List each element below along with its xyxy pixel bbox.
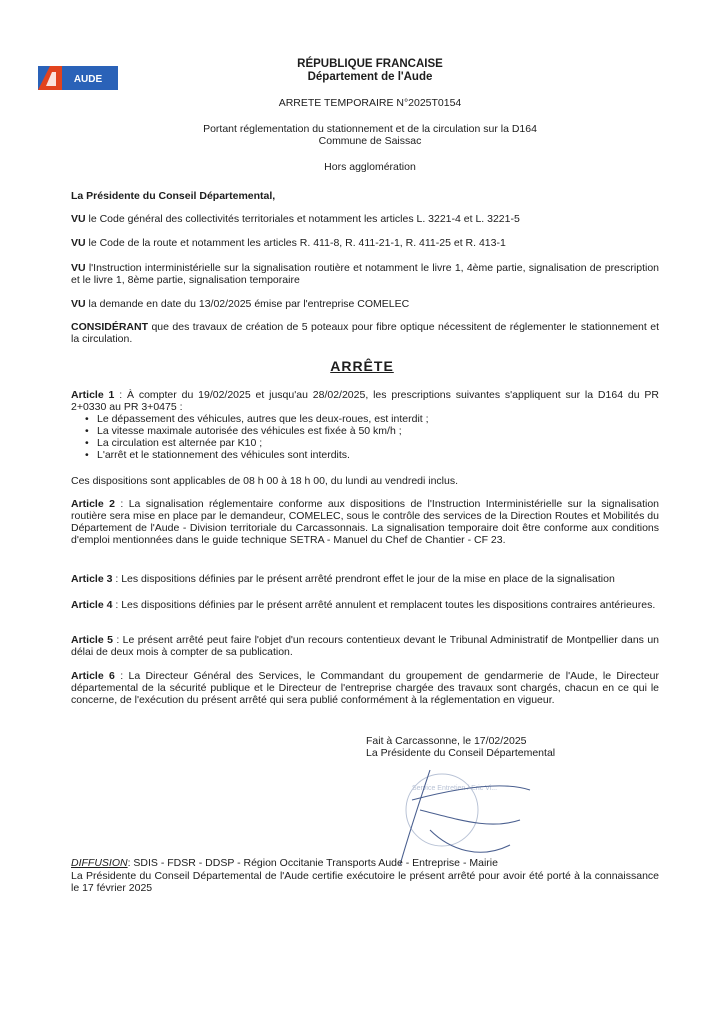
article-label: Article 4: [71, 599, 113, 611]
article-label: Article 5: [71, 634, 113, 646]
arrete-title: ARRÊTE: [330, 358, 394, 374]
article-text: : La signalisation réglementaire conforme aux dispositions de l'Instruction Interministérielle sur la signalisation routière sera mise en place par le demandeur, COMELEC, sous le contrôle des services de la Direction Routes et Mobilités du Département de l'Aude - Division territoriale du Carcassonnais. La signalisation temporaire doit être conforme aux conditions d'emploi mentionnées dans le guide technique SETRA - Manuel du Chef de Chantier - CF 23.: [71, 498, 660, 546]
article-label: Article 6: [71, 670, 115, 682]
arrete-number: ARRETE TEMPORAIRE N°2025T0154: [278, 97, 462, 109]
republique-heading: RÉPUBLIQUE FRANCAISE: [297, 58, 443, 70]
signatory: La Présidente du Conseil Départemental: [366, 747, 556, 759]
considerant-label: CONSIDÉRANT: [71, 321, 149, 333]
article-text: : Les dispositions définies par le présent arrêté annulent et remplacent toutes les dispositions contraires antérieures.: [112, 599, 656, 611]
bullet-item: • La circulation est alternée par K10 ;: [97, 437, 659, 449]
signature-block: [366, 735, 555, 759]
article-2: [71, 498, 659, 546]
vu-text: l'Instruction interministérielle sur la signalisation routière et notamment le livre 1, 4ème partie, signalisation de prescription et le livre 1, 8ème partie, signalisation temporaire: [71, 262, 659, 286]
diffusion-label: DIFFUSION: [71, 857, 128, 869]
vu-text: le Code général des collectivités territoriales et notamment les articles L. 3221-4 et L. 3221-5: [85, 213, 520, 225]
article-text: : À compter du 19/02/2025 et jusqu'au 28/02/2025, les prescriptions suivantes s'appliquent sur la D164 du PR 2+0330 au PR 3+0475 :: [71, 389, 659, 413]
article-4: [71, 599, 659, 611]
authority-line: [71, 190, 659, 202]
article-1-bullet-list: [71, 413, 659, 461]
article-5: [71, 634, 659, 658]
logo-text: AUDE: [73, 74, 103, 85]
stamp-text: Service Entretien / Eric Vi...: [412, 785, 498, 792]
vu-paragraph-2: [71, 237, 659, 249]
signature-stamp-drawing: [390, 760, 540, 870]
considerant-paragraph: [71, 321, 659, 345]
bullet-item: • L'arrêt et le stationnement des véhicules sont interdits.: [97, 449, 659, 461]
article-text: : Les dispositions définies par le présent arrêté prendront effet le jour de la mise en place de la signalisation: [112, 573, 615, 585]
subject-line-2: Commune de Saissac: [318, 135, 422, 147]
article-3: [71, 573, 659, 585]
article-text: : Le présent arrêté peut faire l'objet d'un recours contentieux devant le Tribunal Administratif de Montpellier dans un délai de deux mois à compter de sa publication.: [71, 634, 659, 658]
considerant-text: que des travaux de création de 5 poteaux pour fibre optique nécessitent de réglementer le stationnement et la circulation.: [71, 321, 659, 345]
article-6: [71, 670, 659, 706]
authority-text: La Présidente du Conseil Départemental,: [71, 190, 276, 202]
vu-paragraph-3: [71, 262, 659, 286]
place-date: Fait à Carcassonne, le 17/02/2025: [366, 735, 527, 747]
certification-line: La Présidente du Conseil Départemental de l'Aude certifie exécutoire le présent arrêté pour avoir été porté à la connaissance le 17 février 2025: [71, 870, 659, 894]
vu-label: VU: [71, 213, 86, 225]
diffusion-text: : SDIS - FDSR - DDSP - Région Occitanie Transports Aude - Entreprise - Mairie: [127, 857, 498, 869]
vu-paragraph-1: [71, 213, 659, 225]
departement-heading: Département de l'Aude: [307, 71, 433, 83]
diffusion-line: [71, 857, 659, 869]
vu-paragraph-4: [71, 298, 659, 310]
vu-text: le Code de la route et notamment les articles R. 411-8, R. 411-21-1, R. 411-25 et R. 413-1: [85, 237, 506, 249]
subject-line-1: Portant réglementation du stationnement et de la circulation sur la D164: [203, 123, 537, 135]
article-label: Article 1: [71, 389, 115, 401]
article-1-hours: Ces dispositions sont applicables de 08 h 00 à 18 h 00, du lundi au vendredi inclus.: [71, 475, 459, 487]
article-label: Article 3: [71, 573, 113, 585]
vu-label: VU: [71, 262, 86, 274]
vu-label: VU: [71, 237, 86, 249]
article-1: [71, 389, 659, 461]
bullet-item: • Le dépassement des véhicules, autres que les deux-roues, est interdit ;: [97, 413, 659, 425]
article-label: Article 2: [71, 498, 115, 510]
vu-text: la demande en date du 13/02/2025 émise par l'entreprise COMELEC: [85, 298, 410, 310]
vu-label: VU: [71, 298, 86, 310]
bullet-item: • La vitesse maximale autorisée des véhicules est fixée à 50 km/h ;: [97, 425, 659, 437]
zone-line: Hors agglomération: [324, 161, 416, 173]
article-text: : La Directeur Général des Services, le Commandant du groupement de gendarmerie de l'Aude, le Directeur départemental de la sécurité publique et le Directeur de l'entreprise chargée des travaux sont chargés, chacun en ce qui le concerne, de l'exécution du présent arrêté qui sera publié conformément à la réglementation en vigueur.: [71, 670, 659, 706]
